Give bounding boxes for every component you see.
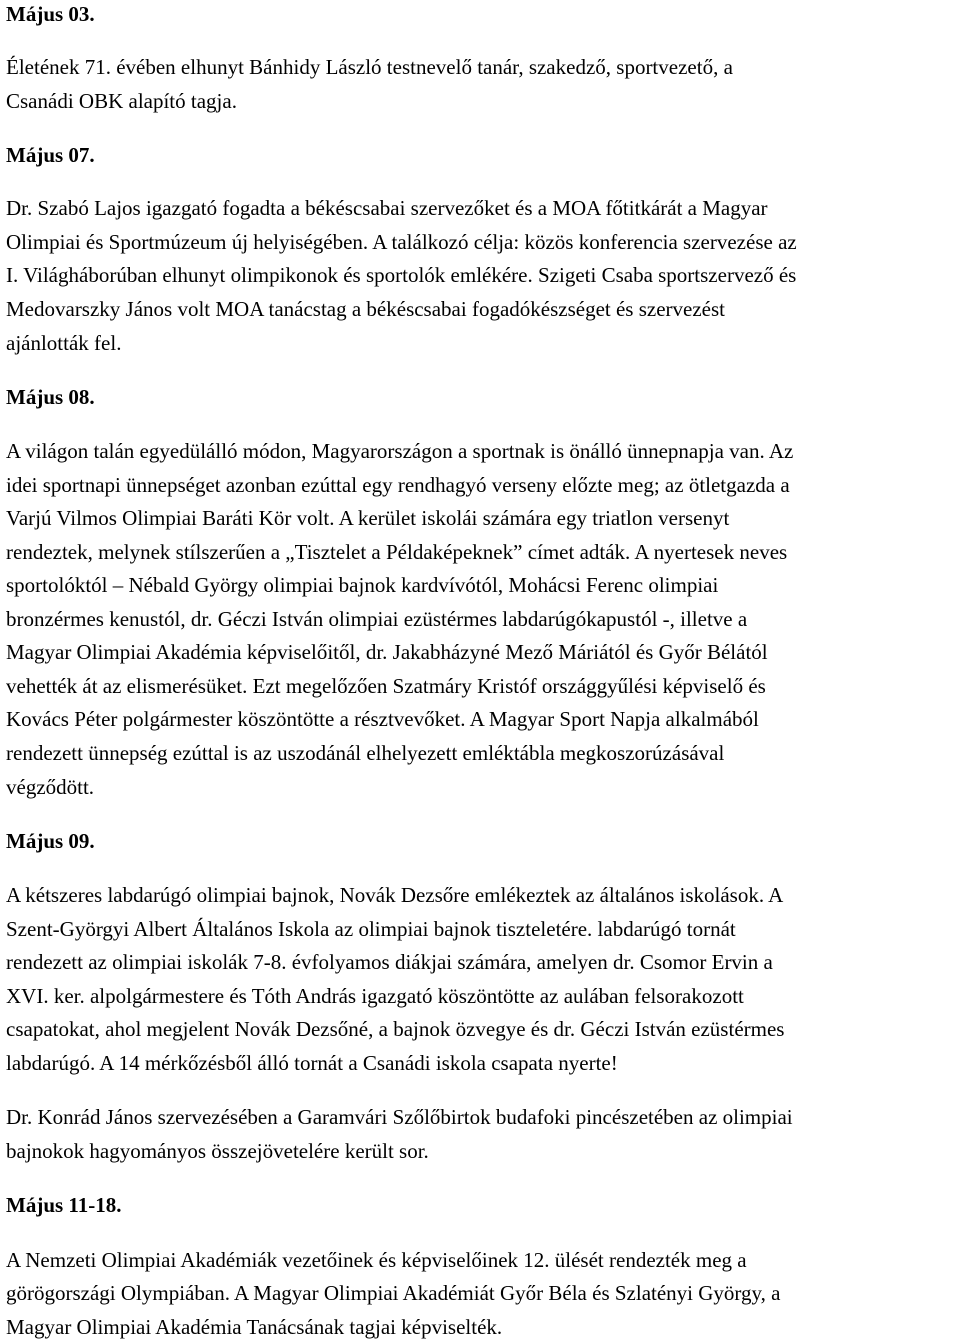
paragraph-line: A világon talán egyedülálló módon, Magyarországon a sportnak is önálló ünnepnapja van. Az [6,439,794,463]
paragraph-line: görögországi Olympiában. A Magyar Olimpiai Akadémiát Győr Béla és Szlatényi György, a [6,1281,781,1305]
paragraph-line: Életének 71. évében elhunyt Bánhidy László testnevelő tanár, szakedző, sportvezető, a [6,55,733,79]
paragraph-line: ajánlották fel. [6,331,122,355]
paragraph-line: rendeztek, melynek stílszerűen a „Tisztelet a Példaképeknek” címet adták. A nyertesek neves [6,540,788,564]
paragraph-line: Dr. Szabó Lajos igazgató fogadta a békéscsabai szervezőket és a MOA főtitkárát a Magyar [6,196,768,220]
paragraph-line: sportolóktól – Nébald György olimpiai bajnok kardvívótól, Mohácsi Ferenc olimpiai [6,573,719,597]
paragraph-line: XVI. ker. alpolgármestere és Tóth András igazgató köszöntötte az aulában felsorakozott [6,984,744,1008]
paragraph-line: A kétszeres labdarúgó olimpiai bajnok, Novák Dezsőre emlékeztek az általános iskolások. A [6,883,784,907]
paragraph-line: Kovács Péter polgármester köszöntötte a résztvevőket. A Magyar Sport Napja alkalmából [6,707,759,731]
paragraph-line: idei sportnapi ünnepséget azonban ezúttal egy rendhagyó verseny előzte meg; az ötletgazda a [6,473,790,497]
paragraph-line: rendezett az olimpiai iskolák 7-8. évfolyamos diákjai számára, amelyen dr. Csomor Ervin a [6,950,773,974]
section-heading-may-11-18: Május 11-18. [6,1193,122,1217]
paragraph-line: Csanádi OBK alapító tagja. [6,89,237,113]
paragraph-line: labdarúgó. A 14 mérkőzésből álló tornát a Csanádi iskola csapata nyerte! [6,1051,618,1075]
paragraph-line: bronzérmes kenustól, dr. Géczi István olimpiai ezüstérmes labdarúgókapustól -, illetve a [6,607,748,631]
paragraph-line: Magyar Olimpiai Akadémia Tanácsának tagjai képviselték. [6,1315,503,1339]
paragraph-line: Magyar Olimpiai Akadémia képviselőitől, dr. Jakabházyné Mező Máriától és Győr Bélától [6,640,768,664]
paragraph-line: Olimpiai és Sportmúzeum új helyiségében. A találkozó célja: közös konferencia szervezése az [6,230,797,254]
paragraph-line: I. Világháborúban elhunyt olimpikonok és sportolók emlékére. Szigeti Csaba sportszervező és [6,263,797,287]
paragraph-line: Medovarszky János volt MOA tanácstag a békéscsabai fogadókészséget és szervezést [6,297,726,321]
paragraph-line: Dr. Konrád János szervezésében a Garamvári Szőlőbirtok budafoki pincészetében az olimpiai [6,1105,793,1129]
section-heading-may-08: Május 08. [6,385,95,409]
paragraph-line: végződött. [6,775,95,799]
paragraph-line: rendezett ünnepség ezúttal is az uszodánál elhelyezett emléktábla megkoszorúzásával [6,741,725,765]
paragraph-line: Szent-Györgyi Albert Általános Iskola az olimpiai bajnok tiszteletére. labdarúgó tornát [6,917,736,941]
section-heading-may-09: Május 09. [6,829,95,853]
paragraph-line: A Nemzeti Olimpiai Akadémiák vezetőinek és képviselőinek 12. ülését rendezték meg a [6,1248,747,1272]
paragraph-line: bajnokok hagyományos összejövetelére került sor. [6,1139,429,1163]
paragraph-line: Varjú Vilmos Olimpiai Baráti Kör volt. A kerület iskolái számára egy triatlon versenyt [6,506,730,530]
section-heading-may-07: Május 07. [6,143,95,167]
paragraph-line: vehették át az elismerésüket. Ezt megelőzően Szatmáry Kristóf országgyűlési képviselő és [6,674,766,698]
paragraph-line: csapatokat, ahol megjelent Novák Dezsőné, a bajnok özvegye és dr. Géczi István ezüstérmes [6,1017,785,1041]
section-heading-may-03: Május 03. [6,2,95,26]
